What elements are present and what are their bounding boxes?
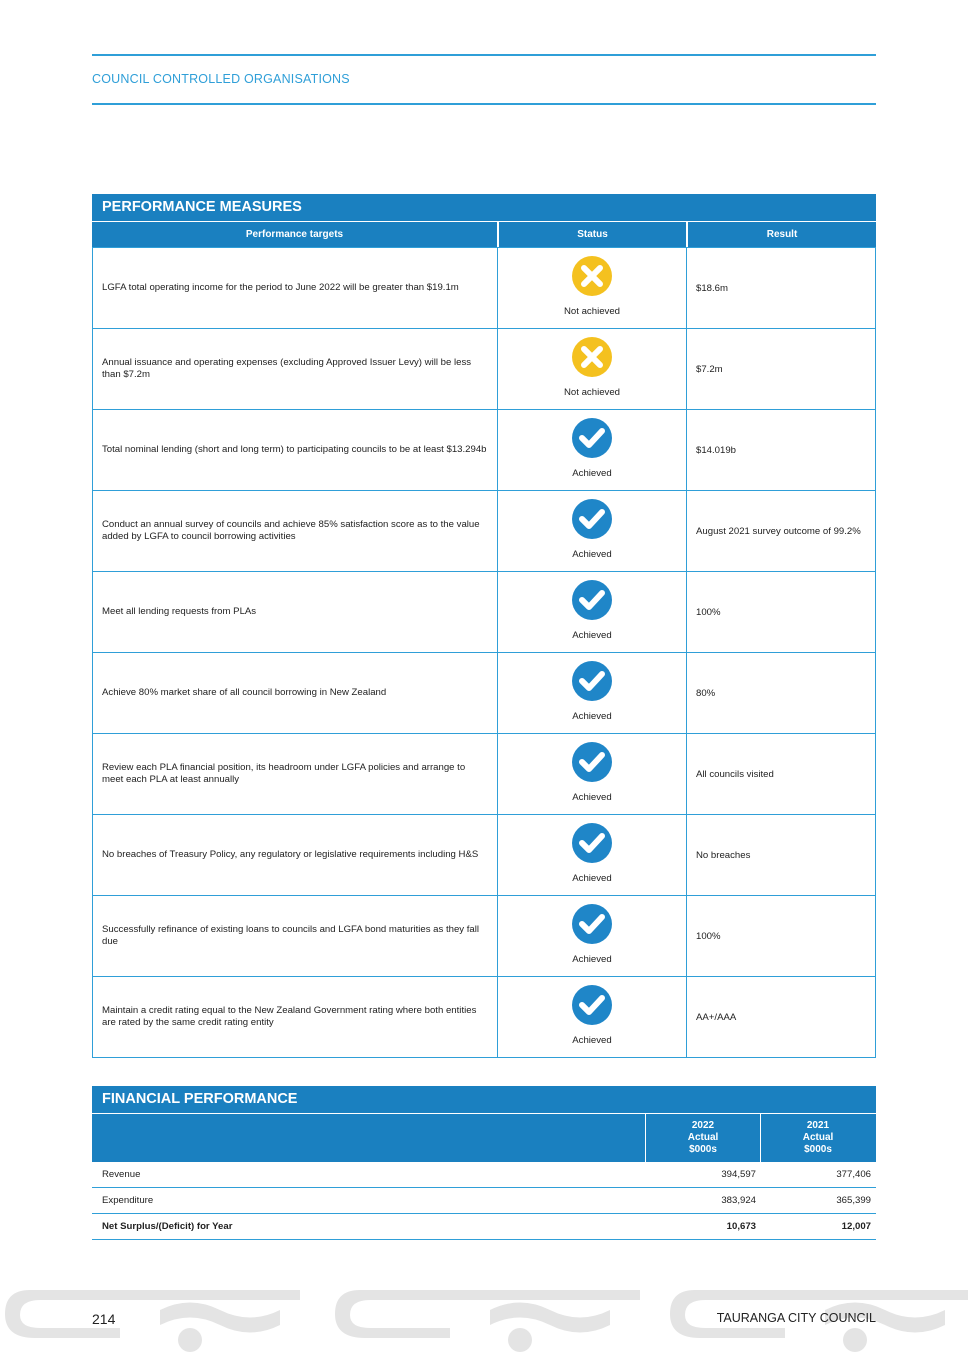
- check-icon: [571, 741, 613, 783]
- header-rule-top: [92, 54, 876, 56]
- status-label: Achieved: [572, 630, 612, 641]
- status-label: Achieved: [572, 1035, 612, 1046]
- check-icon: [571, 660, 613, 702]
- row-label: Expenditure: [102, 1195, 154, 1206]
- status-cell: [498, 815, 687, 895]
- table-row: [93, 895, 875, 976]
- status-cell: [498, 491, 687, 571]
- performance-body: [92, 247, 876, 1058]
- value-2022: 394,597: [721, 1169, 756, 1180]
- financial-header-blank: [92, 1114, 646, 1162]
- column-header-status: Status: [499, 222, 686, 247]
- col-2021-year: 2021: [806, 1120, 830, 1131]
- performance-target: Meet all lending requests from PLAs: [93, 572, 498, 652]
- table-row-total: [92, 1214, 876, 1240]
- result-value: AA+/AAA: [696, 1011, 737, 1023]
- status-cell: [498, 329, 687, 409]
- row-label: Revenue: [102, 1169, 141, 1180]
- result-value: 100%: [696, 606, 721, 618]
- row-label: Net Surplus/(Deficit) for Year: [102, 1221, 233, 1232]
- column-header-2022: [646, 1114, 761, 1162]
- status-label: Not achieved: [564, 387, 620, 398]
- table-row: [92, 1162, 876, 1188]
- performance-target: LGFA total operating income for the period to June 2022 will be greater than $19.1m: [93, 248, 498, 328]
- result-value: No breaches: [696, 849, 751, 861]
- col-2022-year: 2022: [691, 1120, 715, 1131]
- performance-target: Successfully refinance of existing loans to councils and LGFA bond maturities as they fall due: [93, 896, 498, 976]
- performance-target: Review each PLA financial position, its headroom under LGFA policies and arrange to meet each PLA at least annually: [93, 734, 498, 814]
- section-label: COUNCIL CONTROLLED ORGANISATIONS: [92, 72, 350, 86]
- performance-target: Conduct an annual survey of councils and achieve 85% satisfaction score as to the value added by LGFA to council borrowing activities: [93, 491, 498, 571]
- check-icon: [571, 417, 613, 459]
- header-rule-bottom: [92, 103, 876, 105]
- financial-header-row: [92, 1114, 876, 1162]
- status-label: Achieved: [572, 468, 612, 479]
- result-value: 100%: [696, 930, 721, 942]
- check-icon: [571, 984, 613, 1026]
- performance-measures-table: [92, 194, 876, 1058]
- performance-target: Achieve 80% market share of all council borrowing in New Zealand: [93, 653, 498, 733]
- col-2022-type: Actual: [687, 1132, 719, 1143]
- table-row: [93, 409, 875, 490]
- result-value: August 2021 survey outcome of 99.2%: [696, 525, 861, 537]
- status-label: Achieved: [572, 792, 612, 803]
- value-2021: 12,007: [841, 1221, 871, 1232]
- financial-title: FINANCIAL PERFORMANCE: [92, 1086, 876, 1113]
- value-2021: 377,406: [836, 1169, 871, 1180]
- status-cell: [498, 248, 687, 328]
- table-row: [93, 976, 875, 1057]
- status-label: Not achieved: [564, 306, 620, 317]
- performance-header-row: [92, 222, 876, 247]
- status-cell: [498, 896, 687, 976]
- status-label: Achieved: [572, 873, 612, 884]
- check-icon: [571, 903, 613, 945]
- performance-target: Maintain a credit rating equal to the New Zealand Government rating where both entities are rated by the same credit rating entity: [93, 977, 498, 1057]
- performance-target: Total nominal lending (short and long term) to participating councils to be at least $13.294b: [93, 410, 498, 490]
- cross-icon: [571, 255, 613, 297]
- column-header-targets: Performance targets: [92, 222, 497, 247]
- check-icon: [571, 822, 613, 864]
- performance-target: No breaches of Treasury Policy, any regulatory or legislative requirements including H&S: [93, 815, 498, 895]
- column-header-2021: [761, 1114, 875, 1162]
- col-2022-unit: $000s: [689, 1144, 717, 1155]
- table-row: [93, 328, 875, 409]
- status-cell: [498, 653, 687, 733]
- value-2022: 383,924: [721, 1195, 756, 1206]
- table-row: [93, 814, 875, 895]
- table-row: [92, 1188, 876, 1214]
- check-icon: [571, 498, 613, 540]
- footer-organisation: TAURANGA CITY COUNCIL: [716, 1311, 876, 1325]
- result-value: All councils visited: [696, 768, 774, 780]
- cross-icon: [571, 336, 613, 378]
- page-number: 214: [92, 1311, 116, 1327]
- performance-target: Annual issuance and operating expenses (excluding Approved Issuer Levy) will be less than $7.2m: [93, 329, 498, 409]
- status-cell: [498, 572, 687, 652]
- check-icon: [571, 579, 613, 621]
- status-cell: [498, 734, 687, 814]
- status-label: Achieved: [572, 954, 612, 965]
- result-value: $14.019b: [696, 444, 737, 456]
- col-2021-unit: $000s: [804, 1144, 832, 1155]
- value-2022: 10,673: [726, 1221, 756, 1232]
- table-row: [93, 652, 875, 733]
- table-row: [93, 247, 875, 328]
- table-row: [93, 733, 875, 814]
- result-value: $7.2m: [696, 363, 723, 375]
- status-cell: [498, 410, 687, 490]
- status-label: Achieved: [572, 711, 612, 722]
- status-label: Achieved: [572, 549, 612, 560]
- status-cell: [498, 977, 687, 1057]
- result-value: 80%: [696, 687, 716, 699]
- table-row: [93, 571, 875, 652]
- table-row: [93, 490, 875, 571]
- value-2021: 365,399: [836, 1195, 871, 1206]
- column-header-result: Result: [688, 222, 876, 247]
- performance-title: PERFORMANCE MEASURES: [92, 194, 876, 221]
- financial-performance-table: [92, 1086, 876, 1240]
- col-2021-type: Actual: [802, 1132, 834, 1143]
- result-value: $18.6m: [696, 282, 728, 294]
